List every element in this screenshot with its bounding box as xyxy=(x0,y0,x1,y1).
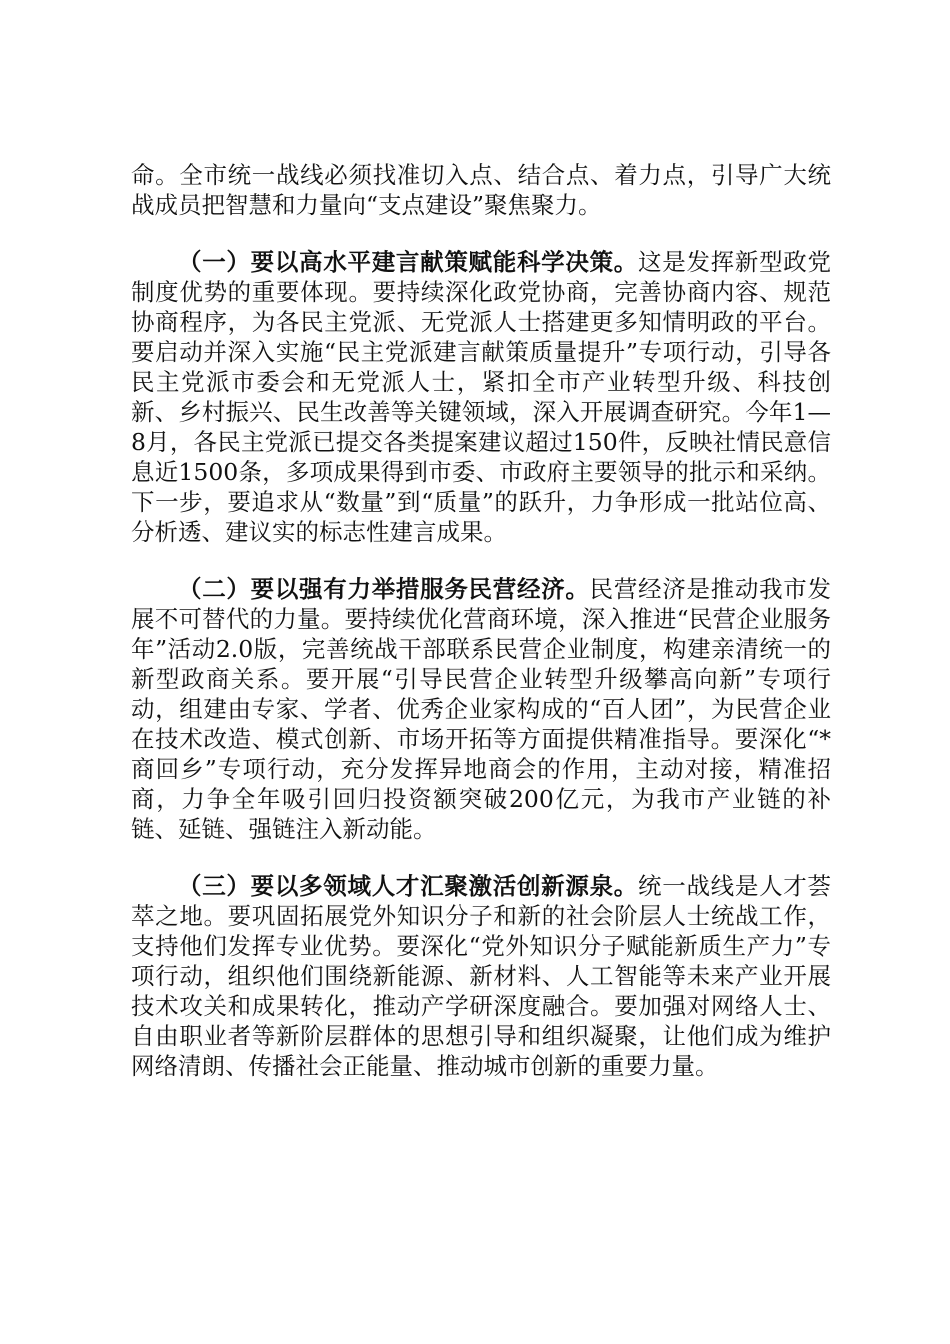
section-heading: （二）要以强有力举措服务民营经济。 xyxy=(178,575,590,603)
paragraph-body: 这是发挥新型政党制度优势的重要体现。要持续深化政党协商，完善协商内容、规范协商程序，为各民主党派、无党派人士搭建更多知情明政的平台。要启动并深入实施“民主党派建言献策质量提升”专项行动，引导各民主党派市委会和无党派人士，紧扣全市产业转型升级、科技创新、乡村振兴、民生改善等关键领域，深入开展调查研究。今年1—8月，各民主党派已提交各类提案建议超过150件，反映社情民意信息近1500条，多项成果得到市委、市政府主要领导的批示和采纳。下一步，要追求从“数量”到“质量”的跃升，力争形成一批站位高、分析透、建议实的标志性建言成果。 xyxy=(131,248,832,546)
section-heading: （一）要以高水平建言献策赋能科学决策。 xyxy=(178,248,639,276)
paragraph-continuation xyxy=(131,160,831,220)
section-heading: （三）要以多领域人才汇聚激活创新源泉。 xyxy=(178,872,639,900)
paragraph-section-2 xyxy=(131,574,831,844)
document-page xyxy=(131,160,831,1081)
paragraph-body: 统一战线是人才荟萃之地。要巩固拓展党外知识分子和新的社会阶层人士统战工作，支持他们发挥专业优势。要深化“党外知识分子赋能新质生产力”专项行动，组织他们围绕新能源、新材料、人工智能等未来产业开展技术攻关和成果转化，推动产学研深度融合。要加强对网络人士、自由职业者等新阶层群体的思想引导和组织凝聚，让他们成为维护网络清朗、传播社会正能量、推动城市创新的重要力量。 xyxy=(131,872,832,1080)
paragraph-section-3 xyxy=(131,871,831,1081)
paragraph-body: 民营经济是推动我市发展不可替代的力量。要持续优化营商环境，深入推进“民营企业服务年”活动2.0版，完善统战干部联系民营企业制度，构建亲清统一的新型政商关系。要开展“引导民营企业转型升级攀高向新”专项行动，组建由专家、学者、优秀企业家构成的“百人团”，为民营企业在技术改造、模式创新、市场开拓等方面提供精准指导。要深化“*商回乡”专项行动，充分发挥异地商会的作用，主动对接，精准招商，力争全年吸引回归投资额突破200亿元，为我市产业链的补链、延链、强链注入新动能。 xyxy=(131,575,832,843)
paragraph-section-1 xyxy=(131,247,831,547)
paragraph-body: 命。全市统一战线必须找准切入点、结合点、着力点，引导广大统战成员把智慧和力量向“支点建设”聚焦聚力。 xyxy=(131,161,831,219)
